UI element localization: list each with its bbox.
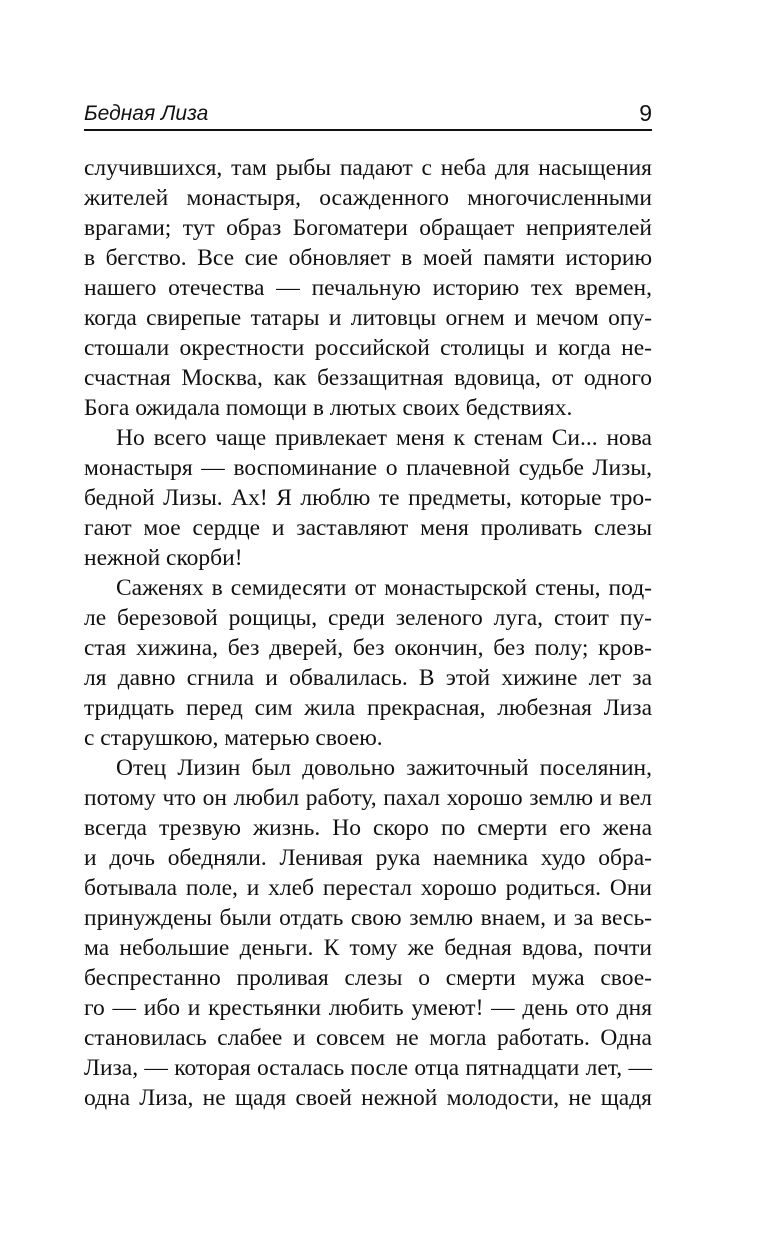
- text-line: ле березовой рощицы, среди зеленого луга, стоит пу-: [84, 605, 652, 631]
- text-line: становилась слабее и совсем не могла работать. Одна: [84, 1025, 652, 1051]
- text-line: в бегство. Все сие обновляет в моей памяти историю: [84, 245, 652, 271]
- text-line: с старушкою, матерью своею.: [84, 725, 383, 751]
- text-line: ма небольшие деньги. К тому же бедная вдова, почти: [84, 935, 652, 961]
- text-line: гают мое сердце и заставляют меня проливать слезы: [84, 515, 652, 541]
- text-line: нежной скорби!: [84, 545, 243, 571]
- text-line: Саженях в семидесяти от монастырской стены, под-: [116, 575, 652, 601]
- running-title: Бедная Лиза: [84, 102, 209, 125]
- text-line: беспрестанно проливая слезы о смерти мужа свое-: [84, 965, 652, 991]
- text-line: принуждены были отдать свою землю внаем, и за весь-: [84, 905, 652, 931]
- text-line: случившихся, там рыбы падают с неба для насыщения: [84, 155, 652, 181]
- paragraph-2: [84, 423, 652, 573]
- text-line: нашего отечества — печальную историю тех времен,: [84, 275, 652, 301]
- text-line: потому что он любил работу, пахал хорошо землю и вел: [84, 785, 652, 811]
- text-line: жителей монастыря, осажденного многочисленными: [84, 185, 652, 211]
- text-line: Отец Лизин был довольно зажиточный поселянин,: [116, 755, 652, 781]
- body-text: [84, 153, 652, 1113]
- text-line: бедной Лизы. Ах! Я люблю те предметы, которые тро-: [84, 485, 652, 511]
- header-rule: [84, 129, 652, 131]
- paragraph-1: [84, 153, 652, 423]
- text-line: счастная Москва, как беззащитная вдовица, от одного: [84, 365, 652, 391]
- text-line: стошали окрестности российской столицы и когда не-: [84, 335, 652, 361]
- text-line: ботывала поле, и хлеб перестал хорошо родиться. Они: [84, 875, 652, 901]
- paragraph-4: [84, 753, 652, 1113]
- running-header: [84, 100, 652, 130]
- text-line: врагами; тут образ Богоматери обращает неприятелей: [84, 215, 652, 241]
- text-line: тридцать перед сим жила прекрасная, любезная Лиза: [84, 695, 652, 721]
- text-line: одна Лиза, не щадя своей нежной молодости, не щадя: [84, 1085, 652, 1111]
- text-line: стая хижина, без дверей, без окончин, без полу; кров-: [84, 635, 652, 661]
- text-line: и дочь обедняли. Ленивая рука наемника худо обра-: [84, 845, 652, 871]
- text-line: ля давно сгнила и обвалилась. В этой хижине лет за: [84, 665, 652, 691]
- text-line: Лиза, — которая осталась после отца пятнадцати лет, —: [84, 1055, 652, 1081]
- text-line: монастыря — воспоминание о плачевной судьбе Лизы,: [84, 455, 652, 481]
- text-line: всегда трезвую жизнь. Но скоро по смерти его жена: [84, 815, 652, 841]
- page-number: 9: [639, 100, 652, 126]
- text-line: когда свирепые татары и литовцы огнем и мечом опу-: [84, 305, 652, 331]
- paragraph-3: [84, 573, 652, 753]
- text-line: Но всего чаще привлекает меня к стенам Си... нова: [116, 425, 652, 451]
- text-line: Бога ожидала помощи в лютых своих бедствиях.: [84, 395, 573, 421]
- text-line: го — ибо и крестьянки любить умеют! — день ото дня: [84, 995, 652, 1021]
